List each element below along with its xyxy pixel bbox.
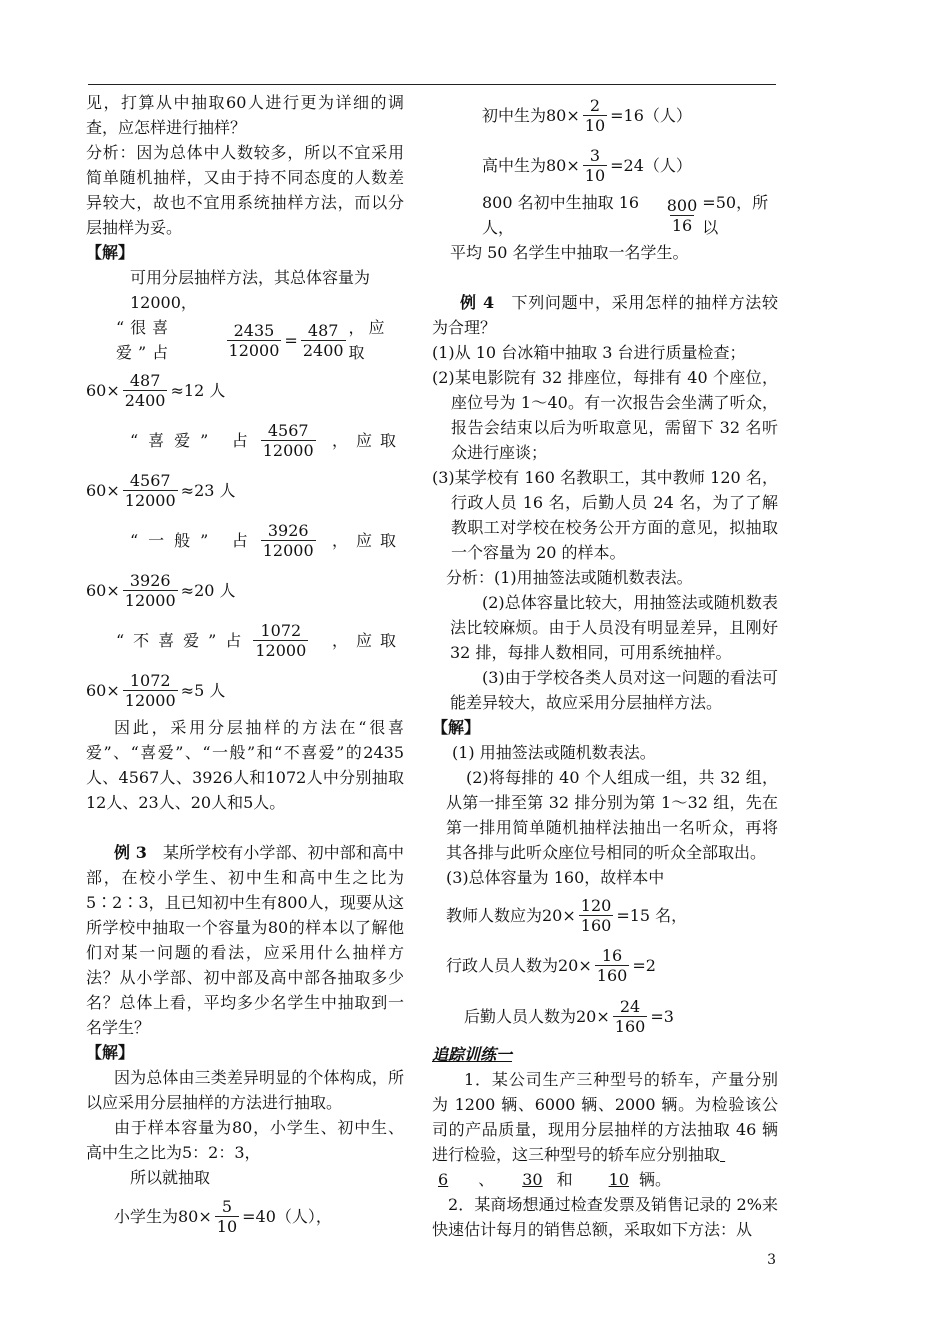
fraction: $\frac{4567}{12000}$	[124, 470, 176, 510]
fraction: 1072 12000	[255, 620, 307, 660]
paragraph: 所以就抽取	[130, 1168, 211, 1187]
fraction: $\frac{800}{16}$	[666, 195, 698, 235]
example-label: 例 4	[460, 293, 495, 312]
example-label: 例 3	[114, 843, 147, 862]
fraction: $\frac{487}{2400}$	[302, 320, 344, 360]
fraction: $\frac{487}{2400}$	[124, 370, 166, 410]
solution-label: 【解】	[86, 243, 135, 262]
fraction: $\frac{24}{160}$	[614, 996, 646, 1036]
fraction: $\frac{2}{10}$	[584, 95, 606, 135]
example-4: 例 4 下列问题中，采用怎样的抽样方法较为合理？	[432, 293, 778, 337]
fraction: $\frac{5}{10}$	[216, 1196, 238, 1236]
fraction: 3926 12000	[262, 520, 314, 560]
middle-calc: 初中生为80× $\frac{2}{10}$ =16（人）	[482, 95, 692, 135]
ratio-line-1: “很喜爱”占 $\frac{2435}{12000}$ = $\frac{487}{2400}$ ，应取	[116, 318, 389, 362]
solution-label: 【解】	[432, 718, 481, 737]
teacher-calc: 教师人数应为20× $\frac{120}{160}$ =15 名，	[446, 895, 688, 935]
fraction: $\frac{120}{160}$	[580, 895, 612, 935]
paragraph: 由于样本容量为80，小学生、初中生、高中生之比为5：2：3，	[86, 1118, 404, 1162]
logistics-calc: 后勤人员人数为20× $\frac{24}{160}$ =3	[464, 996, 674, 1036]
fraction: $\frac{16}{160}$	[596, 945, 628, 985]
question-1: (1)从 10 台冰箱中抽取 3 台进行质量检查；	[432, 343, 746, 362]
answer-blank[interactable]: 6	[438, 1170, 449, 1189]
admin-calc: 行政人员人数为20× $\frac{16}{160}$ =2	[446, 945, 656, 985]
solution-2: (2)将每排的 40 个人组成一组，共 32 组，从第一排至第 32 排分别为第 1～32 组，先在第一排用简单随机抽样法抽出一名听众，再将其各排与此听众座位号相同的听众全部取出。	[446, 768, 778, 862]
page-number: 3	[767, 1252, 776, 1268]
right-column	[432, 90, 778, 1242]
ratio-line-4: “不喜爱”占 1072 12000 ，应取	[116, 620, 404, 660]
analysis-3: (3)由于学校各类人员对这一问题的看法可能差异较大，故应采用分层抽样方法。	[450, 668, 778, 712]
conclusion-paragraph: 因此，采用分层抽样的方法在“很喜爱”、“喜爱”、“一般”和“不喜爱”的2435人、4567人、3926人和1072人中分别抽取12人、23人、20人和5人。	[86, 718, 404, 812]
question-3: (3)某学校有 160 名教职工，其中教师 120 名，行政人员 16 名，后勤人员 24 名，为了了解教职工对学校在校务公开方面的意见，拟抽取一个容量为 20 的样本。	[432, 468, 778, 562]
exercise-2: 2．某商场想通过检查发票及销售记录的 2%来快速估计每月的销售总额，采取如下方法：从	[432, 1195, 778, 1239]
question-2: (2)某电影院有 32 排座位，每排有 40 个座位，座位号为 1～40。有一次报告会坐满了听众，报告会结束以后为听取意见，需留下 32 名听众进行座谈；	[432, 368, 778, 462]
paragraph: 因为总体由三类差异明显的个体构成，所以应采用分层抽样的方法进行抽取。	[86, 1068, 404, 1112]
paragraph: 可用分层抽样方法，其总体容量为12000，	[130, 268, 371, 312]
calc-line-2: 60× $\frac{4567}{12000}$ ≈23 人	[86, 470, 236, 510]
solution-3: (3)总体容量为 160，故样本中	[446, 868, 665, 887]
ratio-calc: 800 名初中生抽取 16 人， $\frac{800}{16}$ =50，所以	[482, 193, 769, 237]
example-3: 例 3 某所学校有小学部、初中部和高中部，在校小学生、初中生和高中生之比为5∶2∶3，且已知初中生有800人，现要从这所学校中抽取一个容量为80的样本以了解他们对某一问题的看法，应采用什么抽样方法？从小学部、初中部及高中部各抽取多少名？总体上看，平均多少名学生中抽取到一名学生？	[86, 843, 404, 1037]
ratio-line-2: “喜爱” 占 4567 12000 ，应取	[130, 420, 404, 460]
ratio-line-3: “一般” 占 3926 12000 ，应取	[130, 520, 404, 560]
left-column	[86, 90, 404, 1242]
paragraph: 见，打算从中抽取60人进行更为详细的调查，应怎样进行抽样？	[86, 93, 404, 137]
calc-line-3: 60× $\frac{3926}{12000}$ ≈20 人	[86, 570, 236, 610]
fraction: 4567 12000	[262, 420, 314, 460]
solution-1: (1) 用抽签法或随机数表法。	[452, 743, 656, 762]
primary-calc: 小学生为80× $\frac{5}{10}$ =40（人），	[114, 1196, 332, 1236]
analysis-paragraph: 分析：因为总体中人数较多，所以不宜采用简单随机抽样，又由于持不同态度的人数差异较大，故也不宜用系统抽样方法，而以分层抽样为妥。	[86, 143, 404, 237]
high-calc: 高中生为80× $\frac{3}{10}$ =24（人）	[482, 145, 692, 185]
analysis-1: 分析：(1)用抽签法或随机数表法。	[446, 568, 693, 587]
fraction: $\frac{3}{10}$	[584, 145, 606, 185]
exercise-1: 1．某公司生产三种型号的轿车，产量分别为 1200 辆、6000 辆、2000 辆。为检验该公司的产品质量，现用分层抽样的方法抽取 46 辆进行检验，这三种型号的轿车应分别抽取 6 、 30 和 10 辆。	[432, 1067, 778, 1192]
fraction: $\frac{3926}{12000}$	[124, 570, 176, 610]
analysis-2: (2)总体容量比较大，用抽签法或随机数表法比较麻烦。由于人员没有明显差异，且刚好 32 排，每排人数相同，可用系统抽样。	[450, 593, 778, 662]
top-rule	[88, 84, 776, 85]
answer-blank[interactable]: 30	[522, 1170, 543, 1189]
fraction: $\frac{2435}{12000}$	[228, 320, 280, 360]
section-heading: 追踪训练一	[432, 1045, 513, 1064]
paragraph: 平均 50 名学生中抽取一名学生。	[450, 243, 689, 262]
solution-label: 【解】	[86, 1043, 135, 1062]
fraction: $\frac{1072}{12000}$	[124, 670, 176, 710]
answer-blank[interactable]: 10	[608, 1170, 629, 1189]
calc-line-4: 60× $\frac{1072}{12000}$ ≈5 人	[86, 670, 226, 710]
calc-line-1: 60× $\frac{487}{2400}$ ≈12 人	[86, 370, 226, 410]
